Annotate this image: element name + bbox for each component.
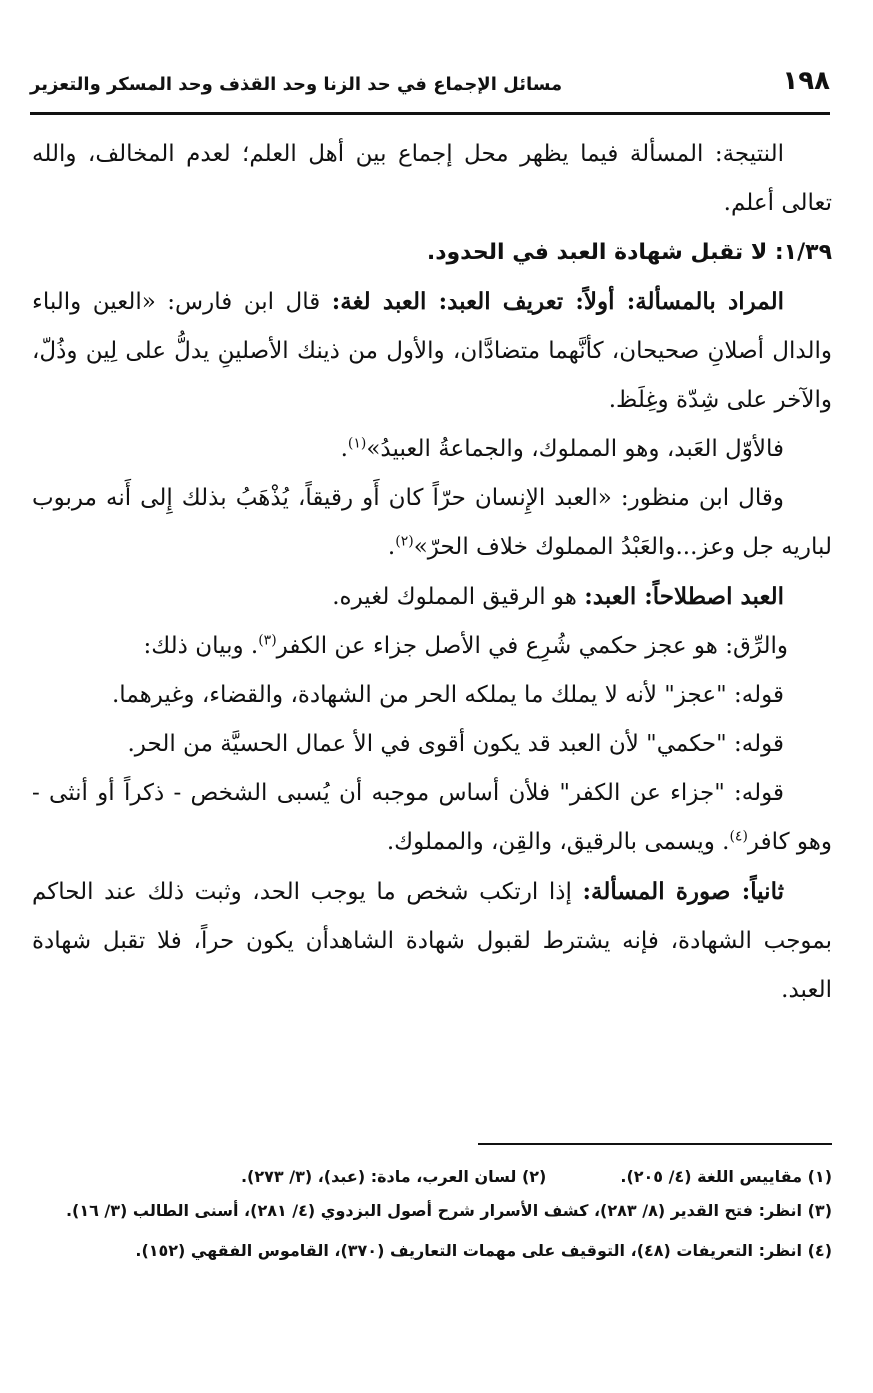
footnotes [60,1160,832,1268]
form-paragraph [32,867,832,1015]
meaning-paragraph [32,277,832,425]
page-number: ١٩٨ [782,66,830,96]
footnote-1: (١) مقاييس اللغة (٤/ ٢٠٥). [620,1167,832,1186]
technical-lead: العبد اصطلاحاً: العبد: [584,583,784,610]
ibn-manzur-end: . [387,534,396,560]
footnote-ref-4: (٤) [729,828,748,845]
first-meaning-paragraph [32,425,832,474]
first-meaning-text: فالأوّل العَبد، وهو المملوك، والجماعةُ العبيدُ» [366,436,784,462]
jaza-end: . ويسمى بالرقيق، والقِن، والمملوك. [386,829,730,855]
meaning-lead: المراد بالمسألة: أولاً: تعريف العبد: العبد لغة: [331,288,784,315]
jaza-paragraph [32,769,832,867]
footnote-2: (٢) لسان العرب، مادة: (عبد)، (٣/ ٢٧٣). [240,1167,547,1186]
running-header [30,62,830,110]
meaning-rest: قال ابن فارس: «العين والباء والدال أصلانِ صحيحان، كأنَّهما متضادَّان، والأول من ذينك الأصلينِ يدلُّ على لِين وذُلّ، والآخر على شِدّة وغِلَظ. [32,289,832,413]
footnote-ref-1: (١) [347,435,367,452]
technical-paragraph [32,572,832,622]
result-paragraph: النتيجة: المسألة فيما يظهر محل إجماع بين أهل العلم؛ لعدم المخالف، والله تعالى أعلم. [32,141,832,216]
footnote-row-1-2 [60,1160,832,1194]
header-rule [30,112,830,115]
technical-rest: هو الرقيق المملوك لغيره. [332,584,585,610]
footnote-ref-2: (٢) [395,533,414,550]
section-heading: ١/٣٩: لا تقبل شهادة العبد في الحدود. [426,240,832,265]
first-meaning-end: . [340,436,348,462]
ibn-manzur-text: وقال ابن منظور: «العبد الإِنسان حرّاً كان أَو رقيقاً، يُذْهَبُ بذلك إِلى أَنه مربوب لباريه جل وعز...والعَبْدُ المملوك خلاف الحرّ» [32,485,832,560]
riqq-paragraph [32,622,832,671]
ibn-manzur-paragraph [32,474,832,572]
riqq-text: والرِّق: هو عجز حكمي شُرِع في الأصل جزاء عن الكفر [276,633,788,659]
ajz-paragraph: قوله: "عجز" لأنه لا يملك ما يملكه الحر من الشهادة، والقضاء، وغيرهما. [112,682,784,708]
footnote-ref-3: (٣) [258,632,277,649]
main-text [32,130,832,1015]
form-lead: ثانياً: صورة المسألة: [582,878,784,905]
form-rest: إذا ارتكب شخص ما يوجب الحد، وثبت ذلك عند الحاكم بموجب الشهادة، فإنه يشترط لقبول شهادة الشاهدأن يكون حراً، فلا تقبل شهادة العبد. [32,879,832,1003]
riqq-end: . وبيان ذلك: [143,633,259,659]
footnote-4: (٤) انظر: التعريفات (٤٨)، التوقيف على مهمات التعاريف (٣٧٠)، القاموس الفقهي (١٥٢). [135,1241,832,1260]
footnote-3: (٣) انظر: فتح القدير (٨/ ٢٨٣)، كشف الأسرار شرح أصول البزدوي (٤/ ٢٨١)، أسنى الطالب (٣/ ١٦). [65,1201,832,1220]
running-title: مسائل الإجماع في حد الزنا وحد القذف وحد المسكر والتعزير [30,74,563,95]
jaza-text: قوله: "جزاء عن الكفر" فلأن أساس موجبه أن يُسبى الشخص - ذكراً أو أنثى - وهو كافر [32,780,832,855]
hukmi-paragraph: قوله: "حكمي" لأن العبد قد يكون أقوى في الأ عمال الحسيَّة من الحر. [127,731,784,757]
footnote-rule [478,1143,832,1145]
